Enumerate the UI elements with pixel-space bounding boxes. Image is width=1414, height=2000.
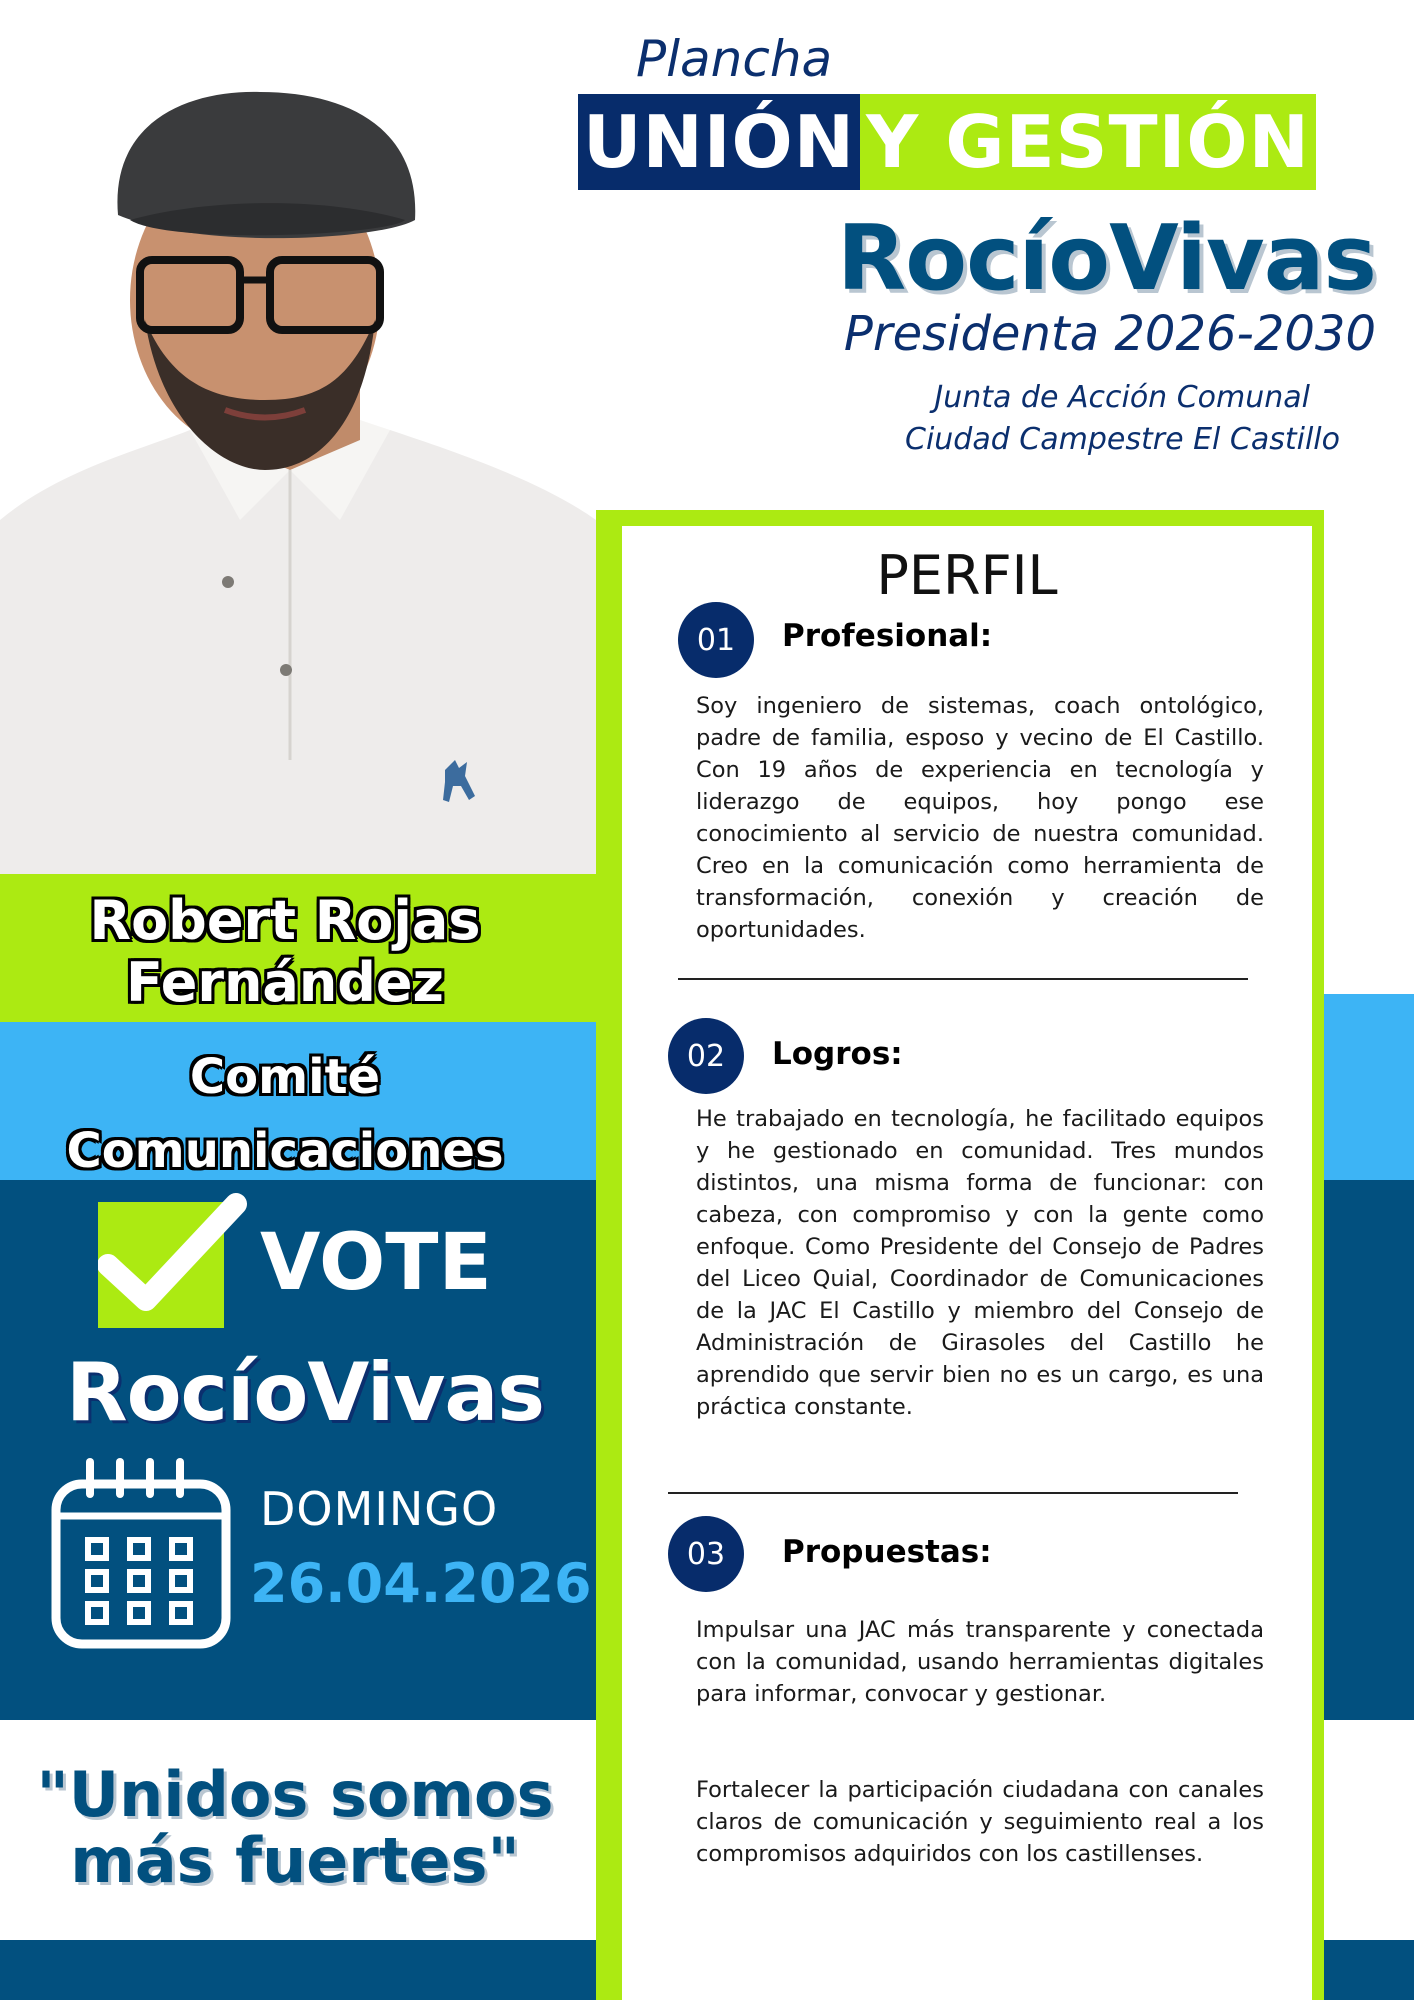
section-title: Logros: bbox=[772, 1036, 903, 1072]
candidate-role: Presidenta 2026-2030 bbox=[843, 306, 1376, 362]
section-number-badge: 02 bbox=[668, 1018, 744, 1094]
section-divider bbox=[678, 978, 1248, 980]
member-name-line2: Fernández bbox=[126, 951, 444, 1014]
slogan bbox=[30, 1758, 560, 1897]
community-name: Ciudad Campestre El Castillo bbox=[905, 422, 1340, 457]
vote-day: DOMINGO bbox=[260, 1482, 499, 1536]
profile-title: PERFIL bbox=[876, 544, 1058, 607]
section-number-badge: 01 bbox=[678, 602, 754, 678]
calendar-icon bbox=[50, 1454, 232, 1650]
member-name bbox=[0, 890, 570, 1014]
committee-line1: Comité bbox=[189, 1049, 381, 1105]
section-title: Profesional: bbox=[782, 618, 993, 654]
slate-name-part2: Y GESTIÓN bbox=[860, 94, 1316, 190]
slogan-line2: más fuertes" bbox=[70, 1824, 520, 1897]
slate-name-part1: UNIÓN bbox=[578, 94, 860, 190]
organization-name: Junta de Acción Comunal bbox=[934, 380, 1310, 415]
check-icon bbox=[98, 1202, 224, 1328]
section-body: Soy ingeniero de sistemas, coach ontológico, padre de familia, esposo y vecino de El Castillo. Con 19 años de experiencia en tecnología y liderazgo de equipos, hoy pongo ese conocimiento al servicio de nuestra comunidad. Creo en la comunicación como herramienta de transformación, conexión y creación de oportunidades. bbox=[696, 693, 1264, 943]
section-title: Propuestas: bbox=[782, 1534, 992, 1570]
vote-date: 26.04.2026 bbox=[250, 1552, 592, 1615]
vote-candidate-name: RocíoVivas bbox=[65, 1346, 545, 1439]
section-divider bbox=[668, 1492, 1238, 1494]
right-accent-band-dark bbox=[1322, 1180, 1414, 1720]
committee-name bbox=[0, 1040, 570, 1188]
plancha-label: Plancha bbox=[636, 30, 833, 88]
right-accent-band-light bbox=[1322, 994, 1414, 1180]
section-body: He trabajado en tecnología, he facilitado equipos y he gestionado en comunidad. Tres mundos distintos, una misma forma de funcionar: con cabeza, con compromiso y con la gente como enfoque. Como Presidente del Consejo de Padres del Liceo Quial, Coordinador de Comunicaciones de la JAC El Castillo y miembro del Consejo de Administración de Girasoles del Castillo he aprendido que servir bien no es un cargo, es una práctica constante. bbox=[696, 1106, 1264, 1420]
vote-label: VOTE bbox=[260, 1218, 492, 1308]
candidate-name: RocíoVivas bbox=[836, 206, 1376, 311]
section-body: Impulsar una JAC más transparente y conectada con la comunidad, usando herramientas digitales para informar, convocar y gestionar. bbox=[696, 1617, 1264, 1707]
candidate-photo bbox=[0, 0, 596, 874]
slogan-line1: "Unidos somos bbox=[36, 1758, 554, 1831]
section-body: Fortalecer la participación ciudadana con canales claros de comunicación y seguimiento real a los compromisos adquiridos con los castillenses. bbox=[696, 1777, 1264, 1867]
member-name-line1: Robert Rojas bbox=[89, 889, 481, 952]
section-number-badge: 03 bbox=[668, 1516, 744, 1592]
committee-line2: Comunicaciones bbox=[66, 1123, 504, 1179]
